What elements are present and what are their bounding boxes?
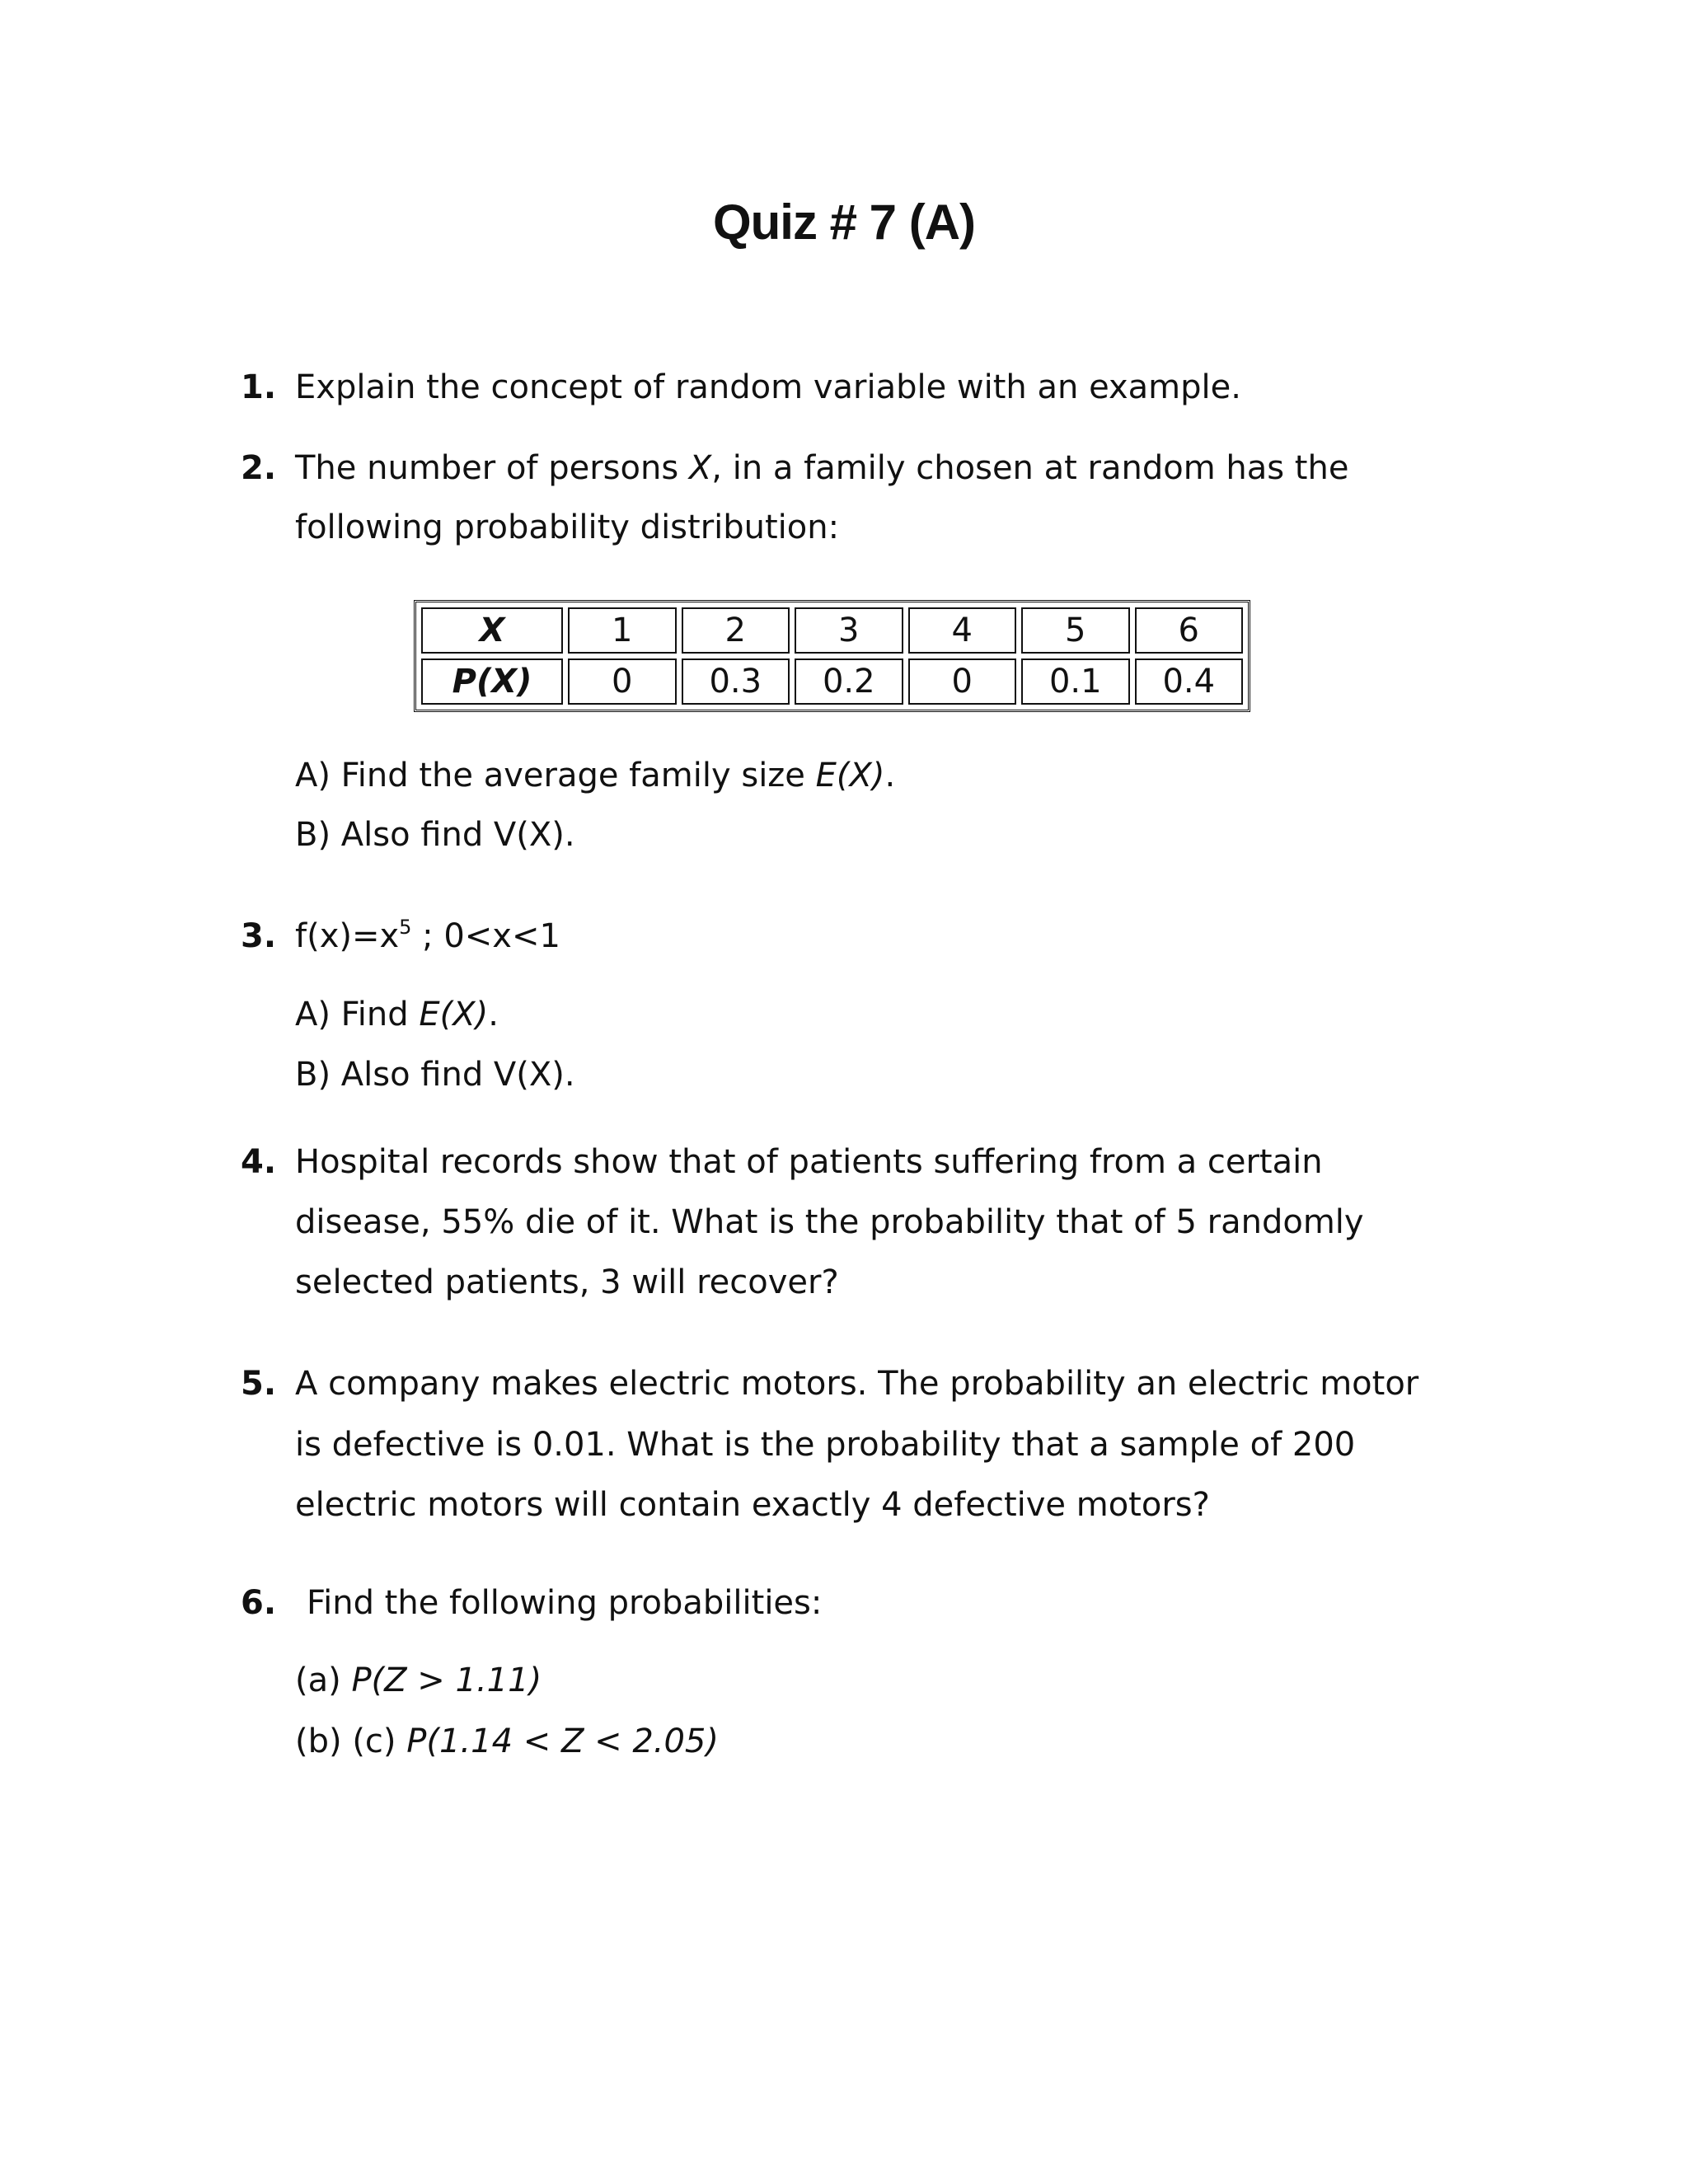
q3-fx-pre: f(x)=x: [295, 917, 400, 955]
table-cell-p-3: 0.2: [795, 658, 903, 705]
table-header-x: X: [421, 607, 563, 654]
table-cell-p-6: 0.4: [1135, 658, 1244, 705]
question-2-part-b: B) Also find V(X).: [295, 816, 575, 854]
question-3-number: 3.: [241, 917, 277, 955]
question-6-part-a: [295, 1661, 542, 1699]
q6-part-b-pre: (b) (c): [295, 1722, 407, 1760]
quiz-title: Quiz # 7 (A): [712, 194, 976, 250]
q2-line1-post: , in a family chosen at random has the: [711, 449, 1349, 487]
question-5-number: 5.: [241, 1365, 277, 1403]
table-cell-x-1: 1: [568, 607, 677, 654]
q2-part-a-post: .: [884, 757, 896, 794]
question-5-line-3: electric motors will contain exactly 4 defective motors?: [295, 1486, 1210, 1524]
question-5-line-1: A company makes electric motors. The probability an electric motor: [295, 1365, 1419, 1403]
question-6-text: Find the following probabilities:: [307, 1584, 823, 1622]
question-4-number: 4.: [241, 1143, 277, 1181]
table-cell-x-2: 2: [682, 607, 790, 654]
q3-fx-exponent: 5: [399, 916, 412, 939]
table-cell-x-4: 4: [908, 607, 1017, 654]
table-cell-p-4: 0: [908, 658, 1017, 705]
q3-fx-post: ; 0<x<1: [411, 917, 560, 955]
question-2-number: 2.: [241, 449, 277, 487]
table-cell-x-5: 5: [1021, 607, 1130, 654]
table-cell-x-3: 3: [795, 607, 903, 654]
question-6-number: 6.: [241, 1584, 277, 1622]
question-3-part-a: [295, 996, 499, 1033]
table-row-px: [421, 658, 1243, 705]
table-header-px: P(X): [421, 658, 563, 705]
q6-part-b-expr: P(1.14 < Z < 2.05): [406, 1722, 719, 1760]
q3-part-a-expr: E(X): [419, 996, 489, 1033]
question-2-line-1: [295, 449, 1348, 487]
q2-part-a-expr: E(X): [815, 757, 885, 794]
question-5-line-2: is defective is 0.01. What is the probability that a sample of 200: [295, 1426, 1356, 1464]
q2-line1-pre: The number of persons: [295, 449, 689, 487]
question-2-part-a: [295, 757, 895, 794]
q3-part-a-post: .: [488, 996, 499, 1033]
probability-distribution-table: [414, 600, 1250, 712]
table-cell-p-1: 0: [568, 658, 677, 705]
question-3-part-b: B) Also find V(X).: [295, 1056, 575, 1094]
question-6-part-b: [295, 1722, 719, 1760]
q2-part-a-pre: A) Find the average family size: [295, 757, 816, 794]
table-cell-p-5: 0.1: [1021, 658, 1130, 705]
question-4-line-1: Hospital records show that of patients suffering from a certain: [295, 1143, 1323, 1181]
question-2-line-2: following probability distribution:: [295, 509, 840, 546]
q2-variable-x: X: [688, 449, 712, 487]
q6-part-a-pre: (a): [295, 1661, 352, 1699]
table-row-x: [421, 607, 1243, 654]
question-1-number: 1.: [241, 368, 277, 406]
q3-part-a-pre: A) Find: [295, 996, 420, 1033]
table-cell-x-6: 6: [1135, 607, 1244, 654]
question-3-function: [295, 917, 560, 955]
question-4-line-3: selected patients, 3 will recover?: [295, 1263, 839, 1301]
table-cell-p-2: 0.3: [682, 658, 790, 705]
q6-part-a-expr: P(Z > 1.11): [351, 1661, 542, 1699]
question-4-line-2: disease, 55% die of it. What is the probability that of 5 randomly: [295, 1203, 1364, 1241]
question-1-text: Explain the concept of random variable with an example.: [295, 368, 1241, 406]
